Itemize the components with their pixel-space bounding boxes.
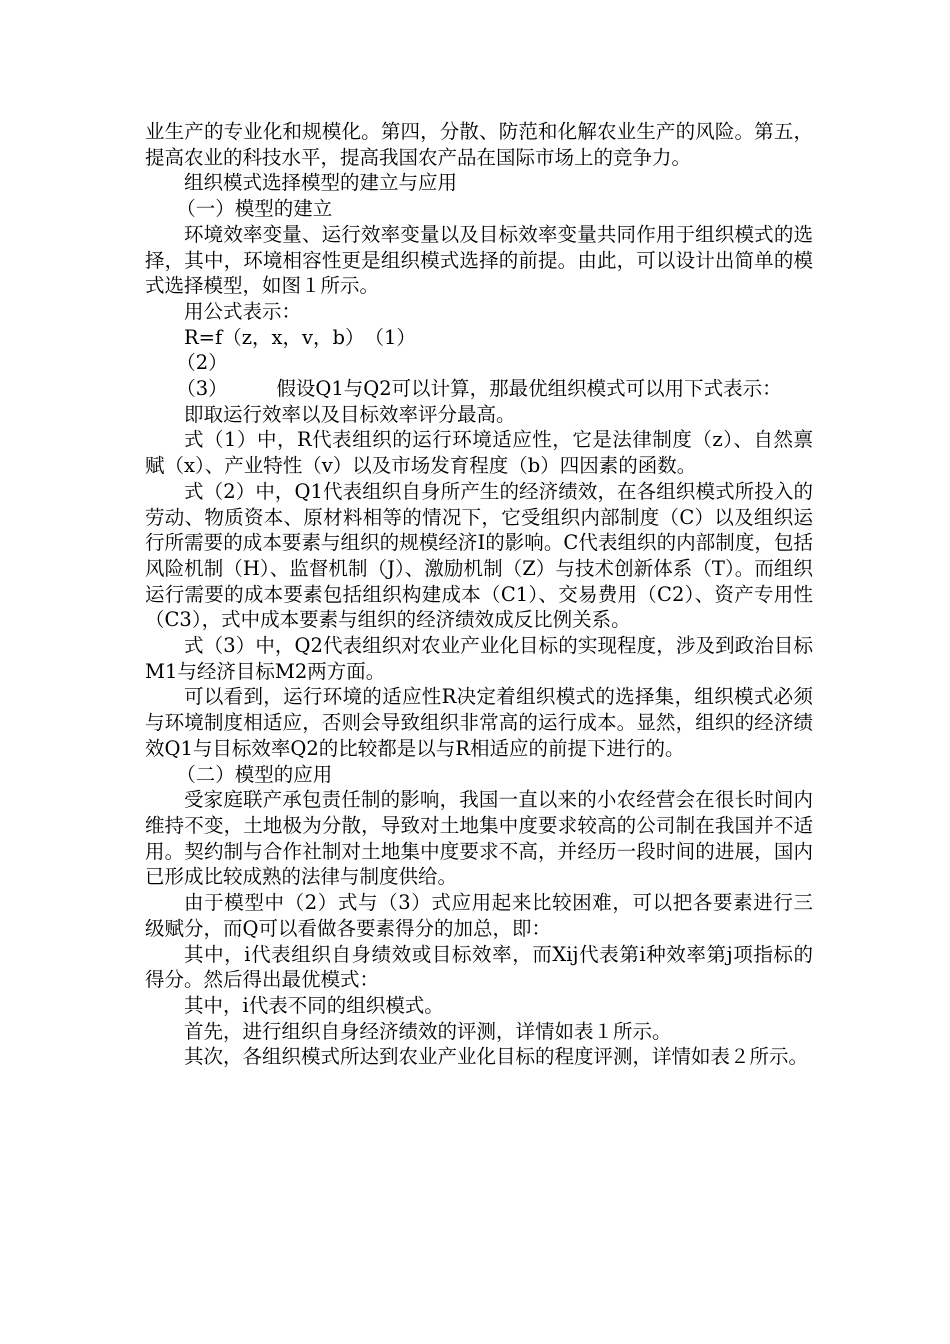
paragraph-model-intro: 环境效率变量、运行效率变量以及目标效率变量共同作用于组织模式的选择，其中，环境相容性更是组织模式选择的前提。由此，可以设计出简单的模式选择模型，如图１所示。 [145,222,813,298]
paragraph-table2: 其次，各组织模式所达到农业产业化目标的程度评测，详情如表２所示。 [184,1045,809,1069]
formula-2: （2） [176,351,228,375]
paragraph-optimum: 即取运行效率以及目标效率评分最高。 [184,402,516,426]
paragraph-table1: 首先，进行组织自身经济绩效的评测，详情如表１所示。 [184,1019,672,1043]
paragraph-eq3: 式（3）中，Q2代表组织对农业产业化目标的实现程度，涉及到政治目标M1与经济目标M2两方面。 [145,634,813,683]
paragraph-xij: 其中，i代表组织自身绩效或目标效率，而Xij代表第i种效率第j项指标的得分。然后得出最优模式： [145,942,813,992]
document-body [145,119,813,1070]
paragraph-eq2: 式（2）中，Q1代表组织自身所产生的经济绩效，在各组织模式所投入的劳动、物质资本、原材料相等的情况下，它受组织内部制度（C）以及组织运行所需要的成本要素与组织的规模经济I的影响。C代表组织的内部制度，包括风险机制（H）、监督机制（J）、激励机制（Z）与技术创新体系（T）。而组织运行需要的成本要素包括组织构建成本（C1）、交易费用（C2）、资产专用性（C3），式中成本要素与组织的经济绩效成反比例关系。 [145,479,813,632]
paragraph-1: 业生产的专业化和规模化。第四，分散、防范和化解农业生产的风险。第五，提高农业的科技水平，提高我国农产品在国际市场上的竞争力。 [145,120,813,169]
paragraph-application: 受家庭联产承包责任制的影响，我国一直以来的小农经营会在很长时间内维持不变，土地极为分散，导致对土地集中度要求较高的公司制在我国并不适用。契约制与合作社制对土地集中度要求不高，并经历一段时间的进展，国内已形成比较成熟的法律与制度供给。 [145,788,813,889]
paragraph-eq1: 式（1）中，R代表组织的运行环境适应性，它是法律制度（z）、自然禀赋（x）、产业特性（v）以及市场发育程度（b）四因素的函数。 [145,428,813,478]
subsection-heading-1: （一）模型的建立 [176,197,333,221]
subsection-heading-2: （二）模型的应用 [176,762,333,786]
section-heading: 组织模式选择模型的建立与应用 [184,171,458,195]
paragraph-scoring: 由于模型中（2）式与（3）式应用起来比较困难，可以把各要素进行三级赋分，而Q可以看做各要素得分的加总，即： [145,891,813,940]
paragraph-i-modes: 其中，i代表不同的组织模式。 [184,993,444,1017]
formula-1: R=f（z，x，v，b） （1） [184,325,416,349]
formula-3: （3） 假设Q1与Q2可以计算，那最优组织模式可以用下式表示： [176,377,782,401]
paragraph-observation: 可以看到，运行环境的适应性R决定着组织模式的选择集，组织模式必须与环境制度相适应，否则会导致组织非常高的运行成本。显然，组织的经济绩效Q1与目标效率Q2的比较都是以与R相适应的前提下进行的。 [145,685,813,760]
paragraph-formula-label: 用公式表示： [184,299,302,323]
